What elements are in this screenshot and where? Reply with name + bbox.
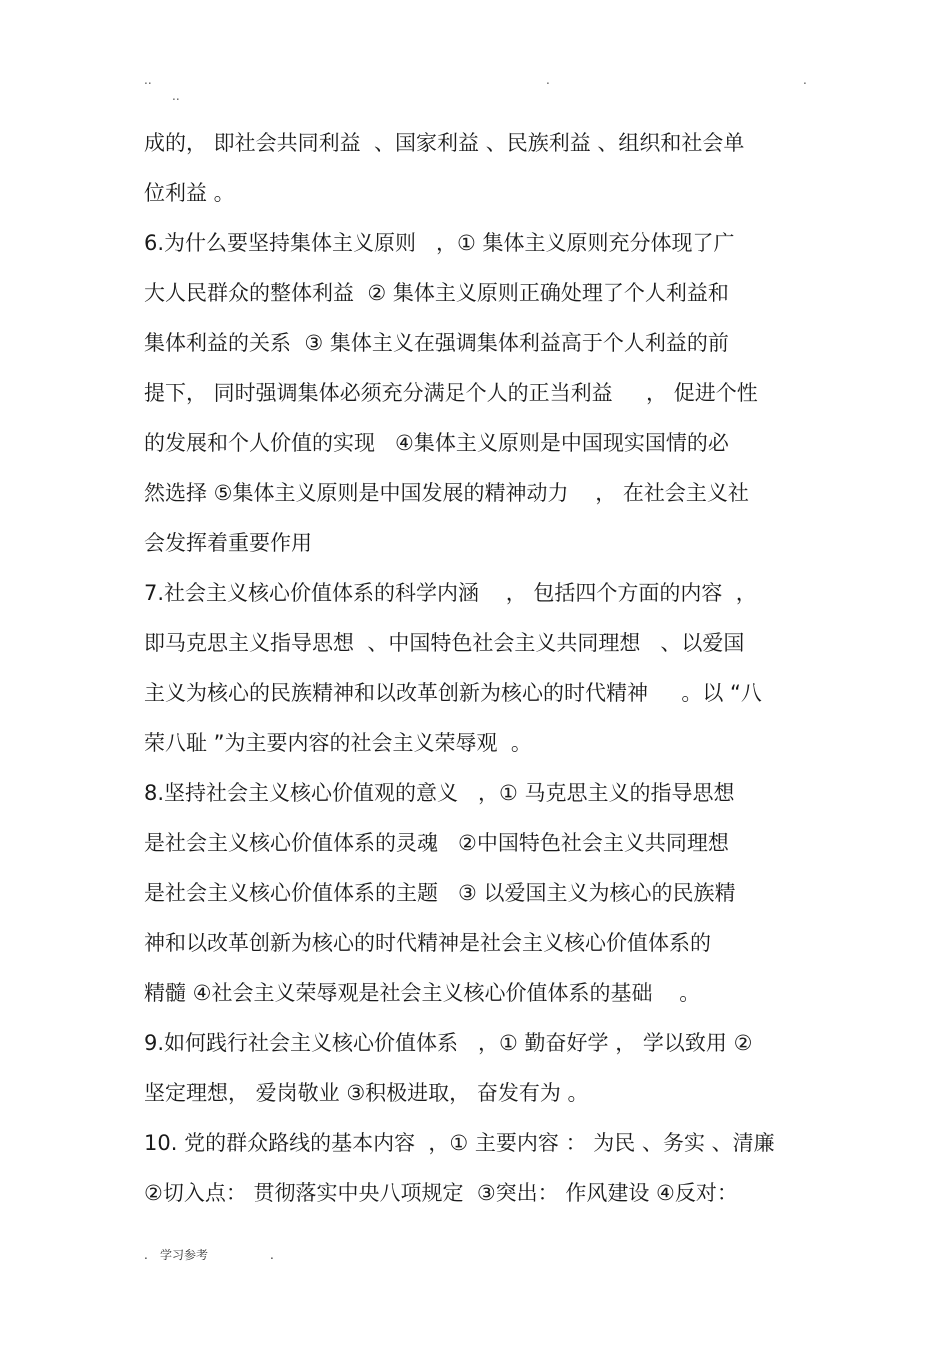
header-mark: .	[546, 73, 550, 87]
text-line: 会发挥着重要作用	[144, 531, 312, 555]
text-line: ②切入点： 贯彻落实中央八项规定 ③突出： 作风建设 ④反对：	[144, 1181, 738, 1205]
footer-label: 学习参考	[160, 1248, 209, 1262]
text-line: 然选择 ⑤集体主义原则是中国发展的精神动力 ， 在社会主义社	[144, 481, 749, 505]
text-line: 集体利益的关系 ③ 集体主义在强调集体利益高于个人利益的前	[144, 331, 729, 355]
header-mark: ..	[172, 89, 180, 103]
text-line: 提下， 同时强调集体必须充分满足个人的正当利益 ， 促进个性	[144, 381, 758, 405]
text-line: 的发展和个人价值的实现 ④集体主义原则是中国现实国情的必	[144, 431, 729, 455]
text-line: 是社会主义核心价值体系的主题 ③ 以爱国主义为核心的民族精	[144, 881, 736, 905]
header-mark: ..	[144, 73, 152, 87]
text-line: 成的， 即社会共同利益 、国家利益 、民族利益 、组织和社会单	[144, 131, 745, 155]
text-line: 即马克思主义指导思想 、中国特色社会主义共同理想 、以爱国	[144, 631, 745, 655]
text-line: 位利益 。	[144, 181, 235, 205]
question-8-line: 8.坚持社会主义核心价值观的意义 ，① 马克思主义的指导思想	[144, 781, 735, 805]
question-9-line: 9.如何践行社会主义核心价值体系 ，① 勤奋好学 ， 学以致用 ②	[144, 1031, 753, 1055]
footer-dot: .	[270, 1248, 274, 1262]
text-line: 神和以改革创新为核心的时代精神是社会主义核心价值体系的	[144, 931, 711, 955]
question-10-line: 10. 党的群众路线的基本内容 ，① 主要内容 ： 为民 、务实 、清廉	[144, 1131, 775, 1155]
text-line: 是社会主义核心价值体系的灵魂 ②中国特色社会主义共同理想	[144, 831, 729, 855]
question-6-line: 6.为什么要坚持集体主义原则 ，① 集体主义原则充分体现了广	[144, 231, 735, 255]
header-mark: .	[803, 73, 807, 87]
text-line: 主义为核心的民族精神和以改革创新为核心的时代精神 。以 “八	[144, 681, 762, 705]
text-line: 坚定理想， 爱岗敬业 ③积极进取， 奋发有为 。	[144, 1081, 589, 1105]
text-line: 荣八耻 ”为主要内容的社会主义荣辱观 。	[144, 731, 532, 755]
footer-dot: .	[144, 1248, 148, 1262]
question-7-line: 7.社会主义核心价值体系的科学内涵 ， 包括四个方面的内容 ，	[144, 581, 757, 605]
text-line: 大人民群众的整体利益 ② 集体主义原则正确处理了个人利益和	[144, 281, 729, 305]
text-line: 精髓 ④社会主义荣辱观是社会主义核心价值体系的基础 。	[144, 981, 701, 1005]
